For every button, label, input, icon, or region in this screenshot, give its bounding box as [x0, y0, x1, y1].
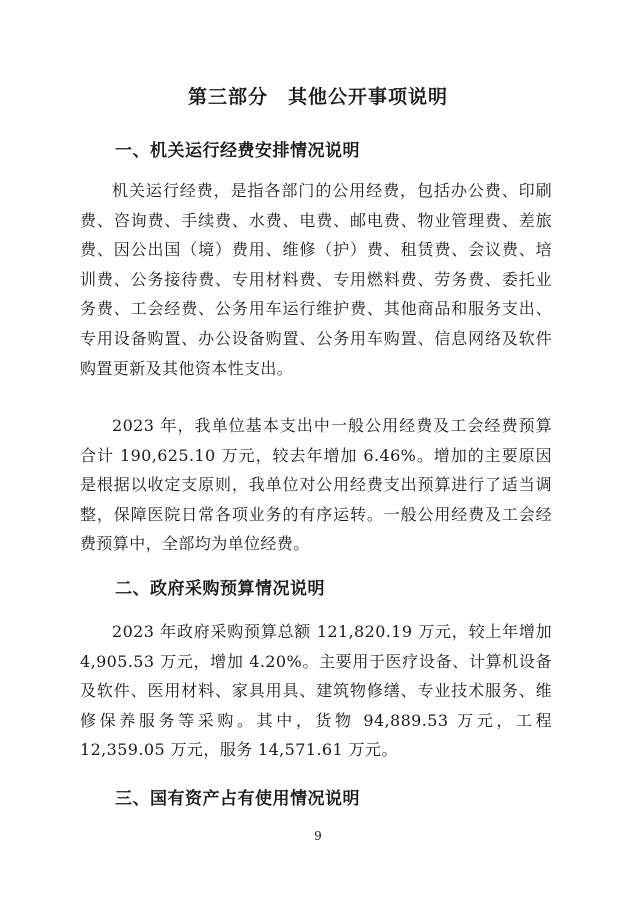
section-1-paragraph-2: 2023 年，我单位基本支出中一般公用经费及工会经费预算合计 190,625.10 万元，较去年增加 6.46%。增加的主要原因是根据以收定支原则，我单位对公用经费支出预算进行了适当调整，保障医院日常各项业务的有序运转。一般公用经费及工会经费预算中，全部均为单位经费。: [80, 416, 552, 554]
section-2-paragraph-1: 2023 年政府采购预算总额 121,820.19 万元，较上年增加 4,905.53 万元，增加 4.20%。主要用于医疗设备、计算机设备及软件、医用材料、家具用具、建筑物修缮、专业技术服务、维修保养服务等采购。其中，货物 94,889.53 万元，工程 12,359.05 万元，服务 14,571.61 万元。: [80, 622, 552, 760]
section-1-paragraph-1: 机关运行经费，是指各部门的公用经费，包括办公费、印刷费、咨询费、手续费、水费、电费、邮电费、物业管理费、差旅费、因公出国（境）费用、维修（护）费、租赁费、会议费、培训费、公务接待费、专用材料费、专用燃料费、劳务费、委托业务费、工会经费、公务用车运行维护费、其他商品和服务支出、专用设备购置、办公设备购置、公务用车购置、信息网络及软件购置更新及其他资本性支出。: [80, 181, 552, 378]
section-heading-2: 二、政府采购预算情况说明: [115, 579, 325, 599]
section-heading-1: 一、机关运行经费安排情况说明: [115, 141, 360, 161]
page-number: 9: [314, 829, 322, 843]
section-heading-3: 三、国有资产占有使用情况说明: [115, 789, 360, 809]
page-title: 第三部分 其他公开事项说明: [187, 86, 448, 108]
